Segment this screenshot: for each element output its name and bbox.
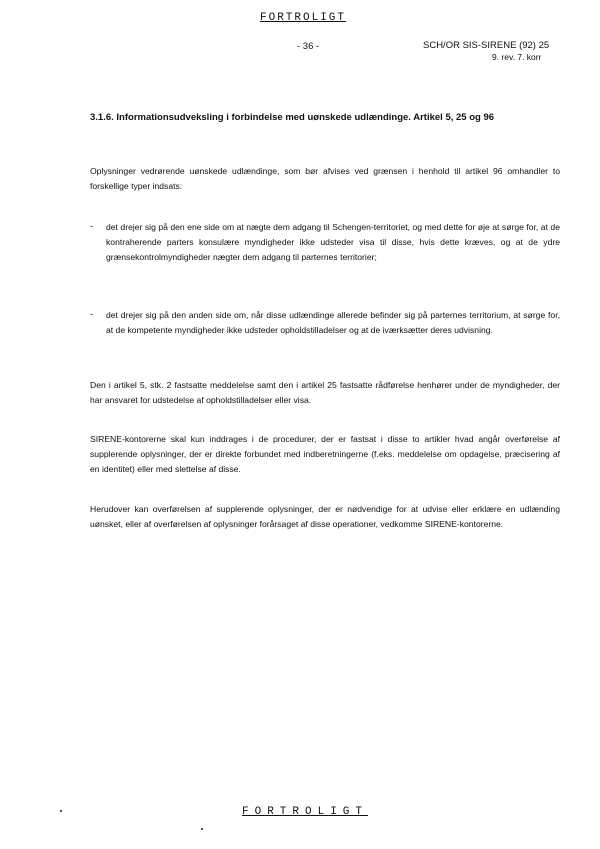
page-number: - 36 -	[297, 41, 320, 52]
paragraph-articles: Den i artikel 5, stk. 2 fastsatte meddelelse samt den i artikel 25 fastsatte rådførelse henhører under de myndigheder, der har ansvaret for udstedelse af opholdstilladelser eller visa.	[90, 380, 560, 405]
section-heading: 3.1.6. Informationsudveksling i forbindelse med uønskede udlændinge. Artikel 5, 25 og 96	[90, 112, 495, 123]
scan-speck	[60, 810, 62, 812]
footer-classification: FORTROLIGT	[242, 806, 369, 818]
bullet-dash: -	[90, 309, 93, 319]
paragraph-sirene-procedures: SIRENE-kontorerne skal kun inddrages i de procedurer, der er fastsat i disse to artikler hvad angår overførelse af supplerende oplysninger, der er direkte forbundet med indberetningerne (f.eks. meddelelse om opdagelse, præcisering af en identitet) eller med slettelse af disse.	[90, 434, 560, 474]
scan-speck	[201, 828, 203, 830]
bullet-item: det drejer sig på den ene side om at nægte dem adgang til Schengen-territoriet, og med dette for øje at sørge for, at de kontraherende parters konsulære myndigheder ikke udsteder visa til disse, hvis dette kræves, og at de ydre grænsekontrolmyndigheder nægter dem adgang til parternes territorier;	[106, 222, 560, 262]
bullet-item: det drejer sig på den anden side om, når disse udlændinge allerede befinder sig på parternes territorium, at sørge for, at de kompetente myndigheder ikke udsteder opholdstilladelser og at de iværksætter deres udvisning.	[106, 310, 560, 335]
paragraph-supplementary: Herudover kan overførelsen af supplerende oplysninger, der er nødvendige for at udvise eller erklære en udlænding uønsket, eller af overførelsen af oplysninger forårsaget af disse operationer, vedkomme SIRENE-kontorerne.	[90, 504, 560, 529]
bullet-dash: -	[90, 221, 93, 231]
intro-paragraph: Oplysninger vedrørende uønskede udlændinge, som bør afvises ved grænsen i henhold til artikel 96 omhandler to forskellige typer indsats:	[90, 166, 560, 191]
revision-note: 9. rev. 7. korr	[492, 52, 542, 62]
header-classification: FORTROLIGT	[260, 12, 347, 24]
document-reference: SCH/OR SIS-SIRENE (92) 25	[423, 40, 550, 51]
